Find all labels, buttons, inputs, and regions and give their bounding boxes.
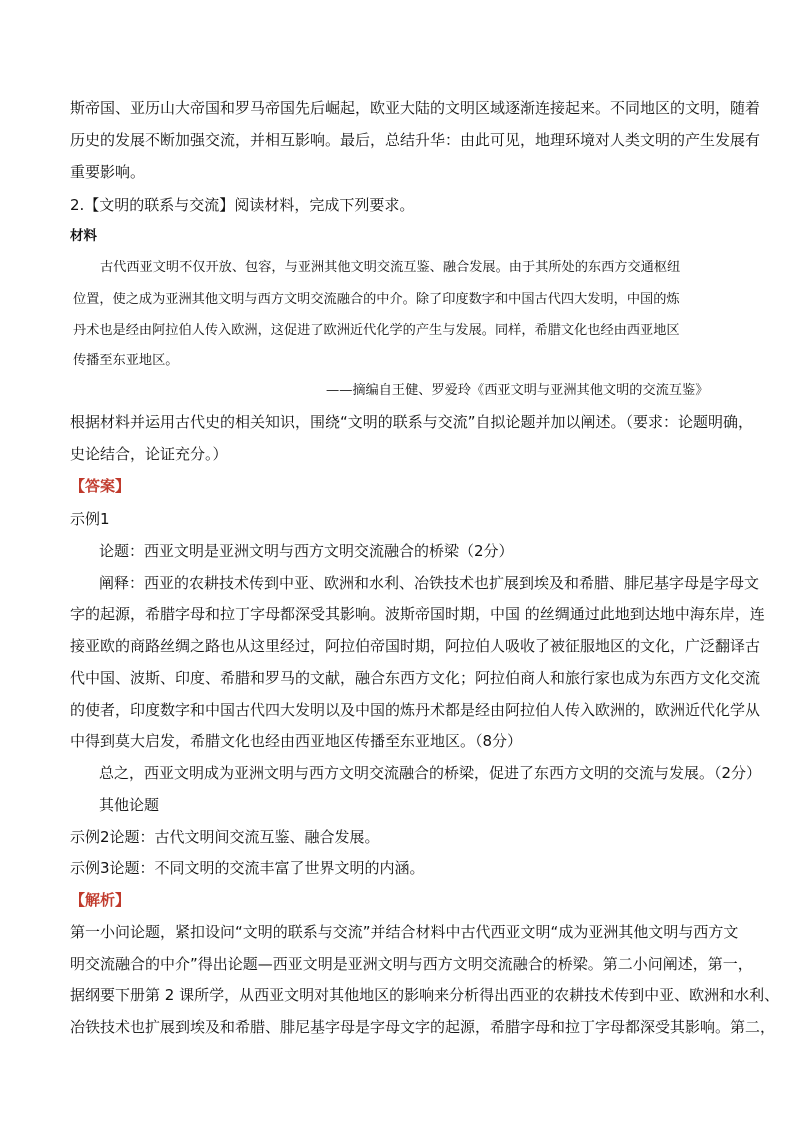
explanation-line: 的使者，印度数字和中国古代四大发明以及中国的炼丹术都是经由阿拉伯人传入欧洲的，欧洲近代化学从	[70, 701, 761, 719]
answer-label: 【答案】	[70, 477, 131, 495]
explanation-line: 代中国、波斯、印度、希腊和罗马的文献，融合东西方文化；阿拉伯商人和旅行家也成为东西方文化交流	[70, 669, 761, 687]
analysis-line: 第一小问论题，紧扣设问“文明的联系与交流”并结合材料中古代西亚文明“成为亚洲其他文明与西方文	[70, 923, 739, 941]
material-source: ——摘编自王健、罗爱玲《西亚文明与亚洲其他文明的交流互鉴》	[326, 383, 709, 398]
analysis-line: 据纲要下册第 2 课所学，从西亚文明对其他地区的影响来分析得出西亚的农耕技术传到中亚、欧洲和水利、	[70, 986, 780, 1004]
explanation-line: 中得到莫大启发，希腊文化也经由西亚地区传播至东亚地区。（8分）	[70, 732, 523, 750]
analysis-line: 明交流融合的中介”得出论题—西亚文明是亚洲文明与西方文明交流融合的桥梁。第二小问阐述，第一，	[70, 955, 753, 973]
explanation-line: 阐释：西亚的农耕技术传到中亚、欧洲和水利、冶铁技术也扩展到埃及和希腊、腓尼基字母是字母文	[99, 574, 760, 592]
example-line: 示例2论题：古代文明间交流互鉴、融合发展。	[70, 828, 380, 846]
material-title: 材料	[70, 228, 97, 244]
explanation-line: 接亚欧的商路丝绸之路也从这里经过，阿拉伯帝国时期，阿拉伯人吸收了被征服地区的文化，广泛翻译古	[70, 637, 761, 655]
example-label: 示例1	[70, 510, 110, 528]
material-line: 丹术也是经由阿拉伯人传入欧洲，这促进了欧洲近代化学的产生与发展。同样，希腊文化也经由西亚地区	[73, 323, 680, 338]
explanation-line: 字的起源，希腊字母和拉丁字母都深受其影响。波斯帝国时期，中国 的丝绸通过此地到达地中海东岸，连	[70, 605, 765, 623]
text-line: 斯帝国、亚历山大帝国和罗马帝国先后崛起，欧亚大陆的文明区域逐渐连接起来。不同地区的文明，随着	[70, 99, 761, 117]
material-line: 传播至东亚地区。	[73, 353, 179, 368]
requirement-line: 根据材料并运用古代史的相关知识，围绕“文明的联系与交流”自拟论题并加以阐述。（要求：论题明确，	[70, 413, 754, 431]
question-heading: 2.【文明的联系与交流】阅读材料，完成下列要求。	[70, 196, 415, 214]
material-line: 位置，使之成为亚洲其他文明与西方文明交流融合的中介。除了印度数字和中国古代四大发明，中国的炼	[73, 292, 680, 307]
text-line: 历史的发展不断加强交流，并相互影响。最后，总结升华：由此可见，地理环境对人类文明的产生发展有	[70, 131, 761, 149]
text-line: 重要影响。	[70, 163, 146, 181]
requirement-line: 史论结合，论证充分。）	[70, 445, 228, 463]
analysis-line: 冶铁技术也扩展到埃及和希腊、腓尼基字母是字母文字的起源，希腊字母和拉丁字母都深受其影响。第二，	[70, 1018, 776, 1036]
summary-line: 总之，西亚文明成为亚洲文明与西方文明交流融合的桥梁，促进了东西方文明的交流与发展。（2分）	[99, 764, 762, 782]
material-line: 古代西亚文明不仅开放、包容，与亚洲其他文明交流互鉴、融合发展。由于其所处的东西方交通枢纽	[100, 260, 681, 275]
analysis-label: 【解析】	[70, 891, 131, 909]
example-line: 示例3论题：不同文明的交流丰富了世界文明的内涵。	[70, 859, 425, 877]
other-theses-label: 其他论题	[99, 796, 160, 814]
thesis-line: 论题：西亚文明是亚洲文明与西方文明交流融合的桥梁（2分）	[99, 542, 514, 560]
